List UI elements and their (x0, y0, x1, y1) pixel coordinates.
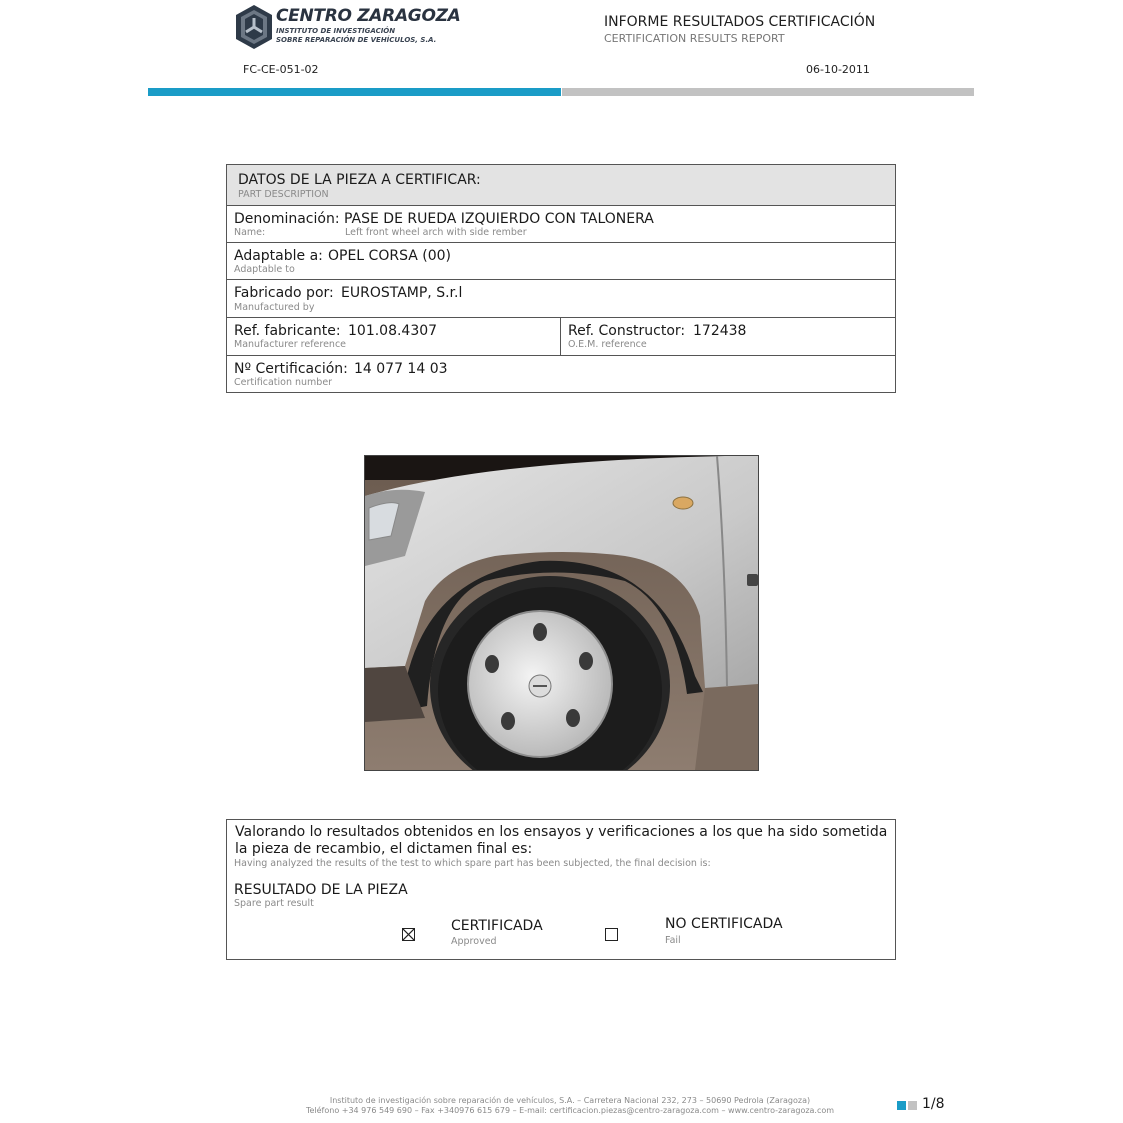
oem-ref-label-en: O.E.M. reference (568, 339, 647, 350)
page-number: 1/8 (922, 1096, 945, 1112)
cert-value: 14 077 14 03 (354, 361, 448, 377)
approved-label-en: Approved (451, 936, 497, 947)
logo-subtitle-line1: INSTITUTO DE INVESTIGACIÓN (276, 27, 396, 35)
name-label-en: Name: (234, 227, 266, 238)
header-bar-grey (562, 88, 974, 96)
logo-subtitle (276, 27, 436, 45)
reference-divider (560, 318, 561, 355)
logo-name: CENTRO ZARAGOZA (276, 6, 461, 26)
header-bar-blue (148, 88, 561, 96)
result-heading: RESULTADO DE LA PIEZA (234, 882, 408, 898)
fail-label: NO CERTIFICADA (665, 916, 783, 932)
oem-ref-label: Ref. Constructor: (568, 323, 686, 339)
fail-label-en: Fail (665, 935, 681, 946)
footer-address: Instituto de investigación sobre reparación de vehículos, S.A. – Carretera Nacional 232, 273 – 50690 Pedrola (Zaragoza) (329, 1096, 811, 1105)
manufacturer-value: EUROSTAMP, S.r.l (341, 285, 463, 301)
name-label: Denominación: (234, 211, 340, 227)
result-paragraph-en: Having analyzed the results of the test to which spare part has been subjected, the final decision is: (234, 858, 711, 869)
logo-subtitle-line2: SOBRE REPARACIÓN DE VEHÍCULOS, S.A. (276, 36, 437, 44)
reference-row (227, 318, 895, 356)
result-heading-en: Spare part result (234, 898, 314, 909)
approved-label: CERTIFICADA (451, 918, 543, 934)
report-title: INFORME RESULTADOS CERTIFICACIÓN (604, 14, 876, 30)
adaptable-row (227, 243, 895, 280)
mfr-ref-label-en: Manufacturer reference (234, 339, 347, 350)
checked-box-icon[interactable] (402, 928, 415, 941)
part-heading: DATOS DE LA PIEZA A CERTIFICAR: (238, 172, 481, 188)
adaptable-value: OPEL CORSA (00) (328, 248, 451, 264)
cert-label-en: Certification number (234, 377, 333, 388)
page-marker-blue (897, 1101, 906, 1110)
name-value-en: Left front wheel arch with side rember (345, 227, 527, 238)
part-description-table (226, 164, 896, 393)
manufacturer-label: Fabricado por: (234, 285, 334, 301)
certification-row (227, 356, 895, 392)
part-photo (364, 455, 759, 771)
name-row (227, 206, 895, 243)
adaptable-label-en: Adaptable to (234, 264, 295, 275)
footer-contact: Teléfono +34 976 549 690 – Fax +340976 615 679 – E-mail: certificacion.piezas@centro-zaragoza.com – www.centro-zaragoza.com (305, 1106, 835, 1115)
manufacturer-label-en: Manufactured by (234, 302, 315, 313)
cert-label: Nº Certificación: (234, 361, 348, 377)
document-code: FC-CE-051-02 (243, 63, 319, 76)
adaptable-label: Adaptable a: (234, 248, 323, 264)
mfr-ref-value: 101.08.4307 (348, 323, 438, 339)
page-marker-grey (908, 1101, 917, 1110)
table-header-row (227, 165, 895, 206)
oem-ref-value: 172438 (693, 323, 747, 339)
manufacturer-row (227, 280, 895, 318)
result-box (226, 819, 896, 960)
result-paragraph: Valorando lo resultados obtenidos en los ensayos y verificaciones a los que ha sido sometida la pieza de recambio, el dictamen final es: (235, 824, 888, 857)
centro-zaragoza-logo-icon (234, 4, 274, 50)
mfr-ref-label: Ref. fabricante: (234, 323, 341, 339)
part-heading-en: PART DESCRIPTION (238, 189, 329, 200)
empty-box-icon[interactable] (605, 928, 618, 941)
document-date: 06-10-2011 (806, 63, 870, 76)
report-subtitle: CERTIFICATION RESULTS REPORT (604, 32, 785, 45)
name-value: PASE DE RUEDA IZQUIERDO CON TALONERA (344, 211, 654, 227)
